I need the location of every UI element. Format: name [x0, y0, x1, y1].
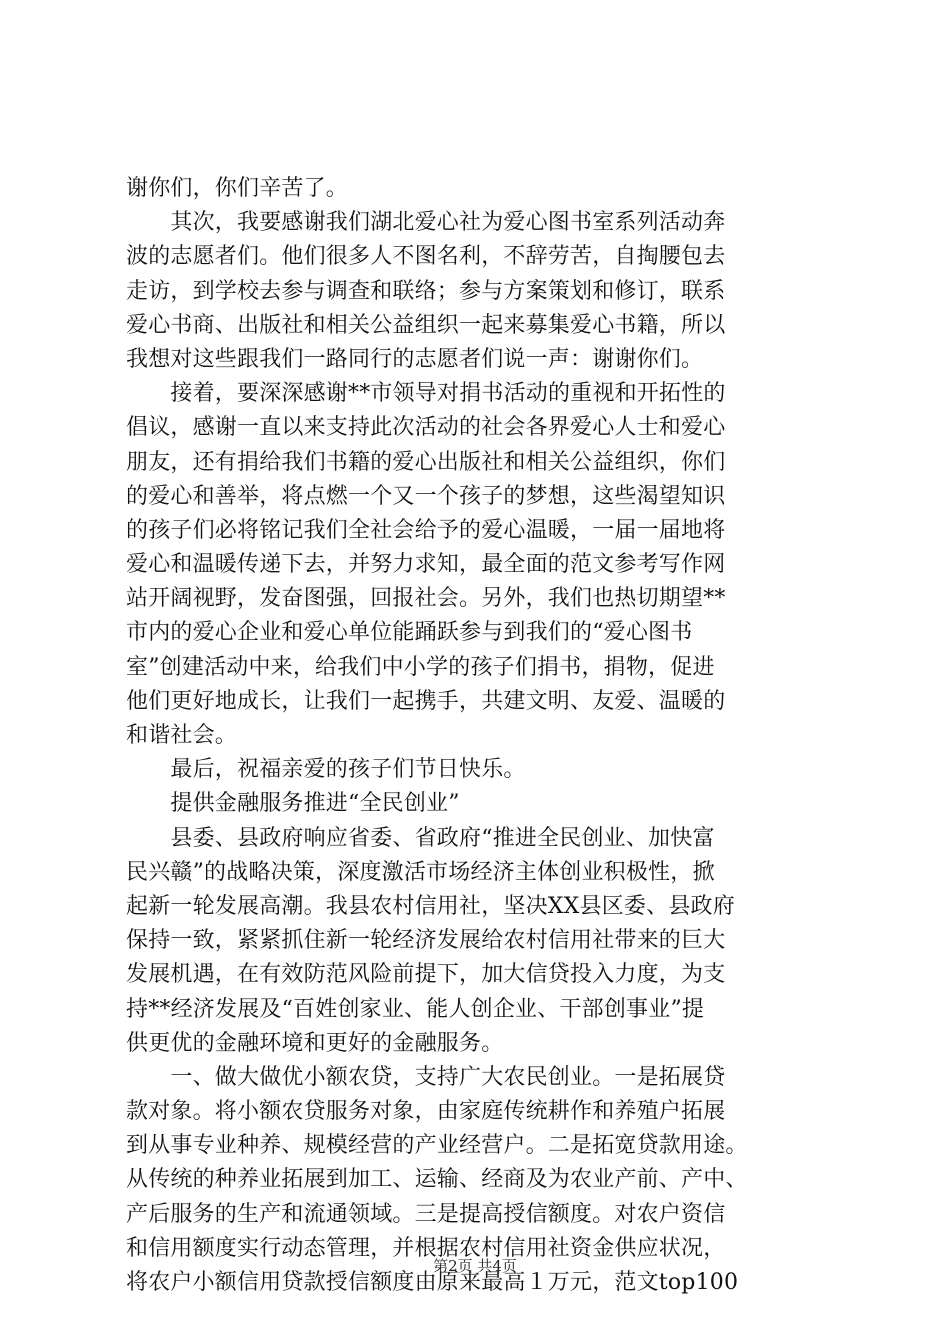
text-line: 的爱心和善举，将点燃一个又一个孩子的梦想，这些渴望知识 — [126, 483, 726, 509]
text-line: 和谐社会。 — [126, 723, 238, 748]
text-line: 的孩子们必将铭记我们全社会给予的爱心温暖，一届一届地将 — [126, 517, 726, 543]
text-line: 发展机遇，在有效防范风险前提下，加大信贷投入力度，为支 — [126, 962, 726, 988]
text-line: 爱心和温暖传递下去，并努力求知，最全面的范文参考写作网 — [126, 552, 726, 578]
text-line: 波的志愿者们。他们很多人不图名利，不辞劳苦，自掏腰包去 — [126, 244, 726, 270]
text-line: 最后，祝福亲爱的孩子们节日快乐。 — [126, 757, 526, 783]
text-line: 站开阔视野，发奋图强，回报社会。另外，我们也热切期望** — [126, 586, 726, 612]
text-line: 提供金融服务推进“全民创业” — [126, 791, 460, 817]
text-line: 爱心书商、出版社和相关公益组织一起来募集爱心书籍，所以 — [126, 312, 726, 338]
text-line: 将农户小额信用贷款授信额度由原来最高１万元，范文top100 — [126, 1270, 739, 1295]
text-line: 县委、县政府响应省委、省政府“推进全民创业、加快富 — [126, 825, 715, 851]
text-line: 产后服务的生产和流通领域。三是提高授信额度。对农户资信 — [126, 1201, 726, 1227]
text-line: 一、做大做优小额农贷，支持广大农民创业。一是拓展贷 — [126, 1064, 726, 1090]
text-line: 到从事专业种养、规模经营的产业经营户。二是拓宽贷款用途。 — [126, 1133, 748, 1159]
text-line: 他们更好地成长，让我们一起携手，共建文明、友爱、温暖的 — [126, 688, 726, 714]
text-line: 倡议，感谢一直以来支持此次活动的社会各界爱心人士和爱心 — [126, 415, 726, 441]
text-line: 持**经济发展及“百姓创家业、能人创企业、干部创事业”提 — [126, 996, 705, 1022]
text-line: 和信用额度实行动态管理，并根据农村信用社资金供应状况， — [126, 1235, 726, 1261]
text-line: 保持一致，紧紧抓住新一轮经济发展给农村信用社带来的巨大 — [126, 928, 726, 954]
body-text — [126, 172, 826, 1300]
page-footer: 第2页 共4页 — [433, 1257, 517, 1275]
text-line: 供更优的金融环境和更好的金融服务。 — [126, 1030, 504, 1056]
text-line: 走访，到学校去参与调查和联络；参与方案策划和修订，联系 — [126, 278, 726, 304]
text-line: 接着，要深深感谢**市领导对捐书活动的重视和开拓性的 — [126, 381, 726, 407]
text-line: 其次，我要感谢我们湖北爱心社为爱心图书室系列活动奔 — [126, 210, 726, 236]
text-line: 起新一轮发展高潮。我县农村信用社，坚决XX县区委、县政府 — [126, 893, 735, 919]
text-line: 朋友，还有捐给我们书籍的爱心出版社和相关公益组织，你们 — [126, 449, 726, 475]
text-line: 款对象。将小额农贷服务对象，由家庭传统耕作和养殖户拓展 — [126, 1099, 726, 1125]
text-line: 室”创建活动中来，给我们中小学的孩子们捐书，捐物，促进 — [126, 654, 715, 680]
text-line: 民兴赣”的战略决策，深度激活市场经济主体创业积极性，掀 — [126, 859, 715, 885]
text-line: 市内的爱心企业和爱心单位能踊跃参与到我们的“爱心图书 — [126, 620, 693, 646]
text-line: 我想对这些跟我们一路同行的志愿者们说一声：谢谢你们。 — [126, 346, 704, 372]
text-line: 从传统的种养业拓展到加工、运输、经商及为农业产前、产中、 — [126, 1167, 748, 1193]
text-line: 谢你们，你们辛苦了。 — [126, 176, 349, 201]
